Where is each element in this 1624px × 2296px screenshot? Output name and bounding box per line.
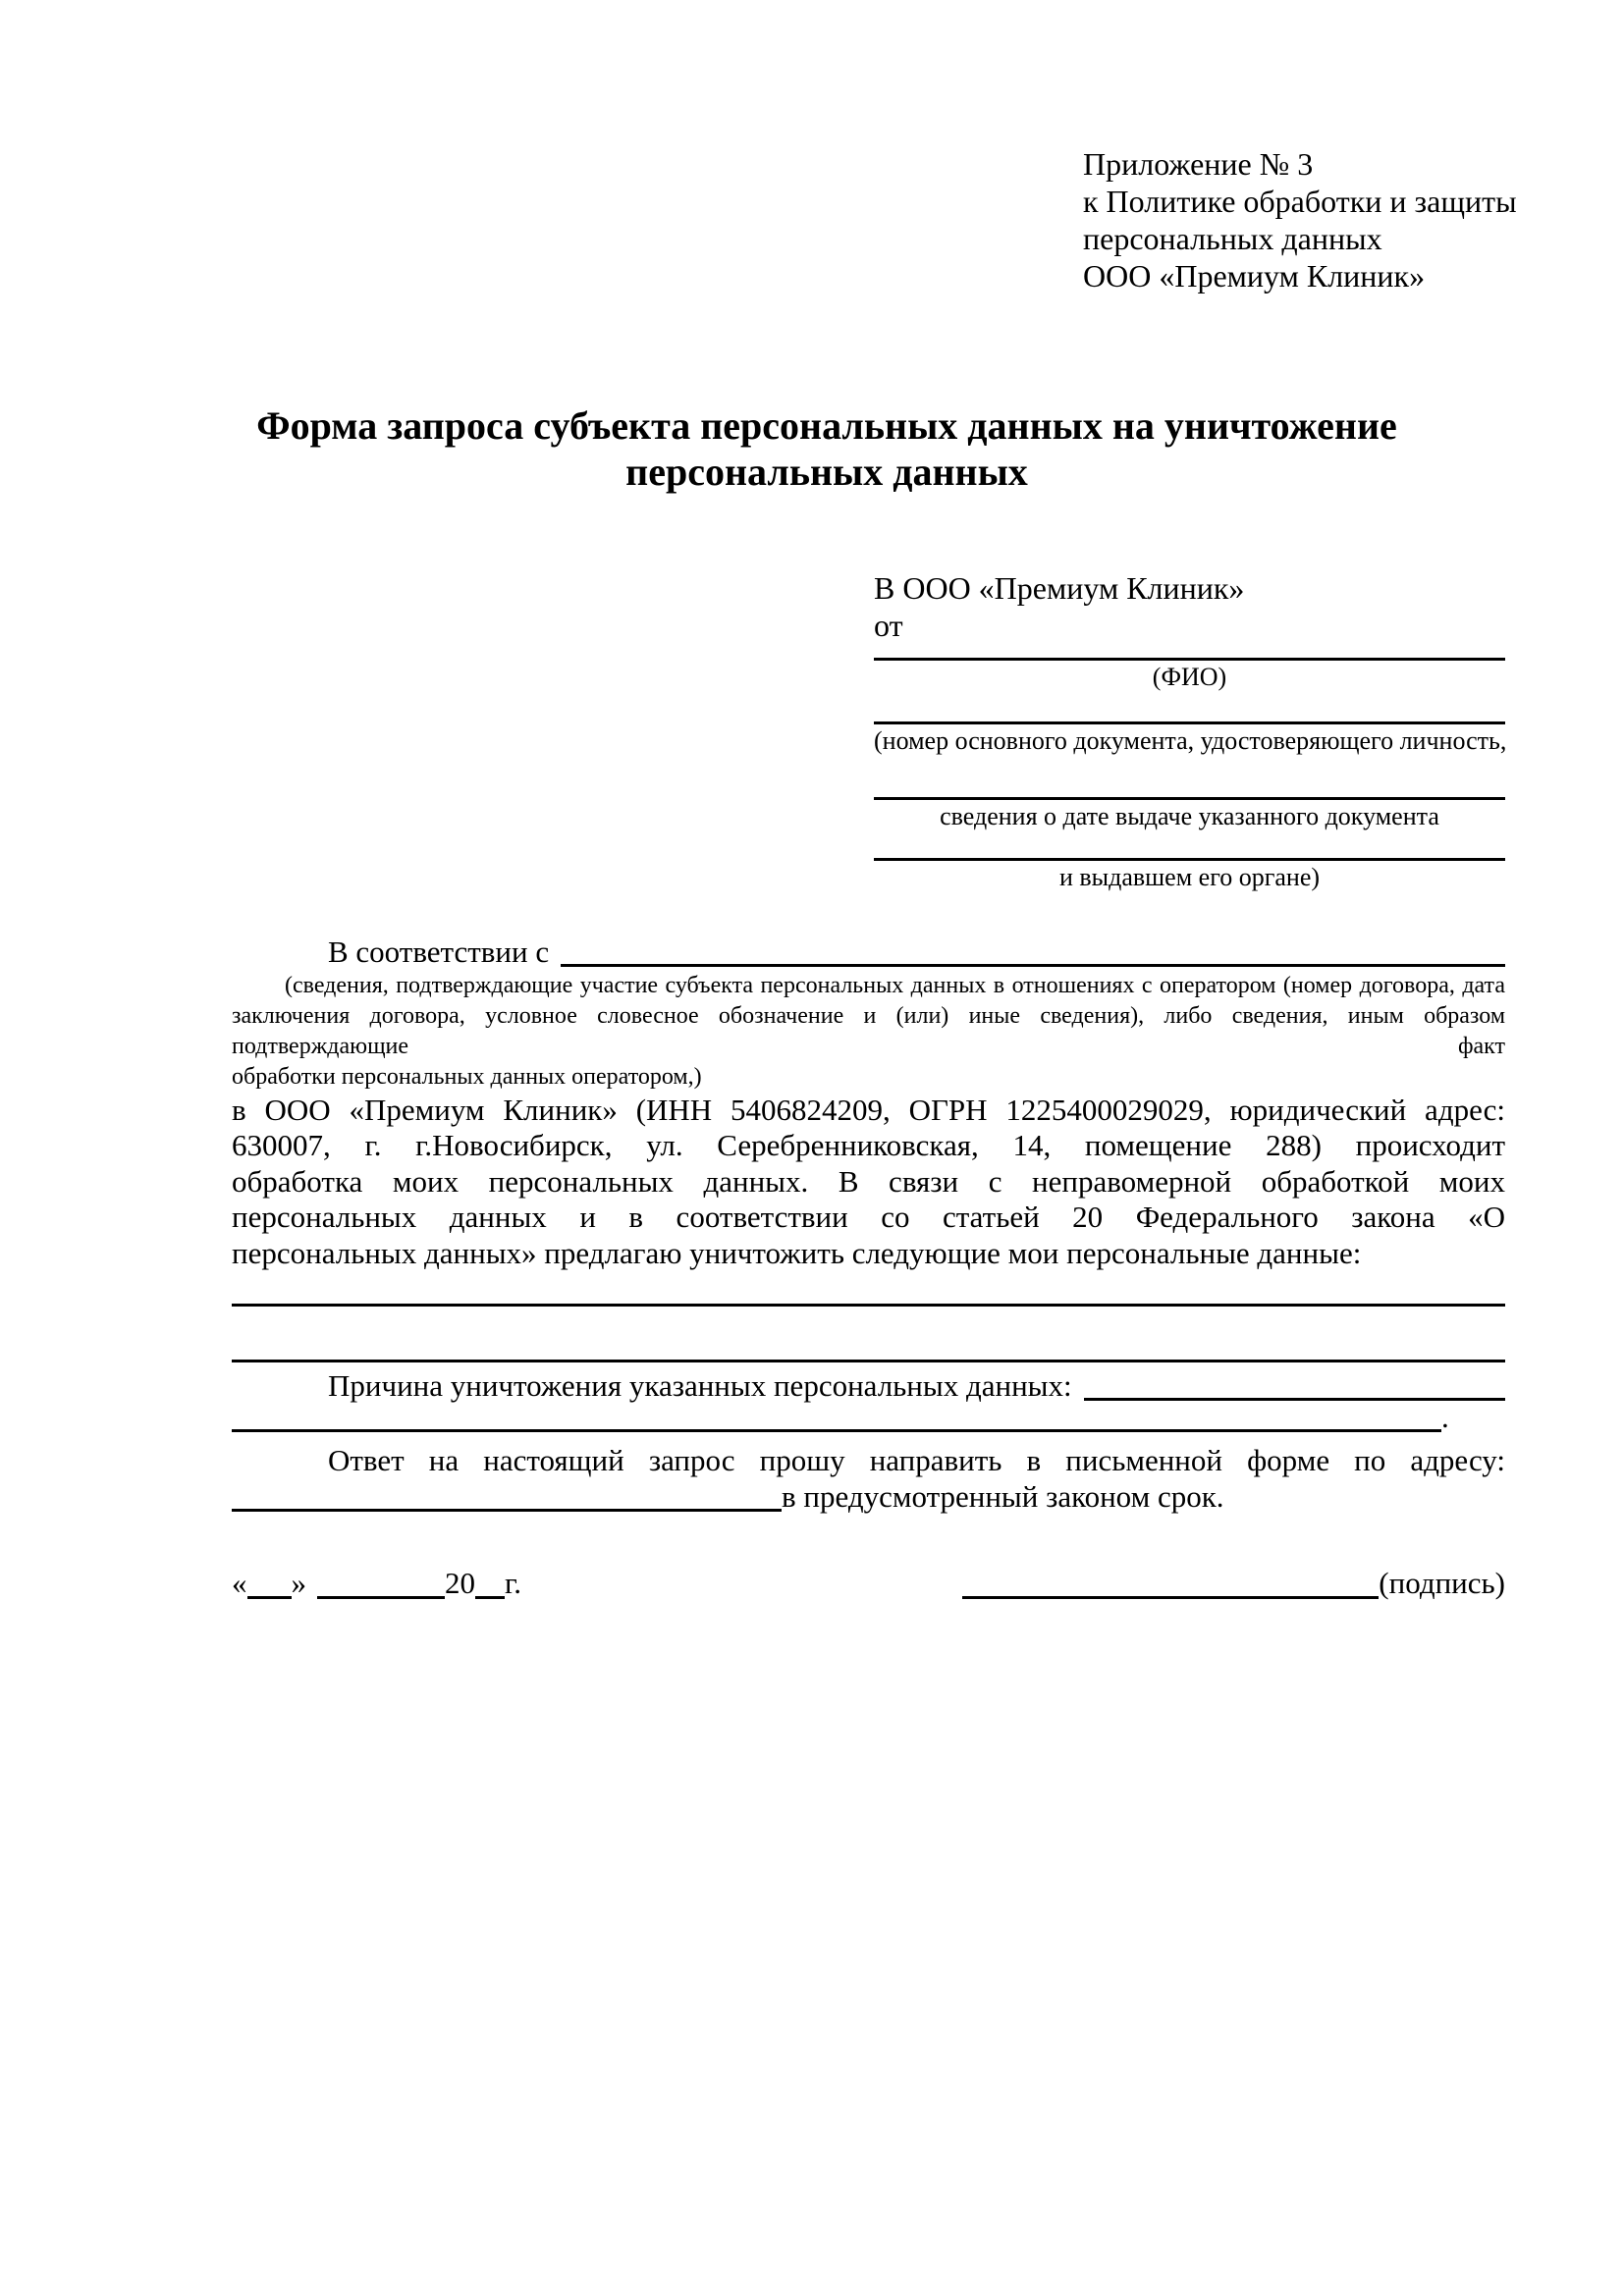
accordance-row [232,934,1505,971]
recipient-line: В ООО «Премиум Клиник» [874,570,1245,606]
accordance-field-line [561,964,1505,967]
paragraph-line: обработка моих персональных данных. В связи с неправомерной обработкой моих [232,1163,1505,1199]
date-close-quote: » [291,1566,306,1600]
issue-date-field-line [874,797,1505,800]
reason-field-line [1084,1398,1505,1401]
date-open-quote: « [232,1566,247,1600]
paragraph-line: в ООО «Премиум Клиник» (ИНН 5406824209, ОГРН 1225400029029, юридический адрес: [232,1092,1505,1127]
issue-date-caption: сведения о дате выдаче указанного документа [940,802,1439,830]
signature-caption: (подпись) [1379,1566,1505,1600]
accordance-caption-line: (сведения, подтверждающие участие субъекта персональных данных в отношениях с оператором (номер договора, дата [285,972,1505,998]
response-tail: в предусмотренный законом срок. [782,1478,1224,1514]
trailing-period: . [1441,1399,1449,1434]
signature-block [962,1566,1505,1602]
page-title-line: персональных данных [625,450,1028,494]
main-paragraph [232,1093,1505,1272]
reason-label: Причина уничтожения указанных персональных данных: [328,1368,1072,1403]
from-label: от [874,608,903,643]
personal-data-field-line-1 [232,1304,1505,1307]
page-title [232,402,1422,495]
appendix-line: к Политике обработки и защиты [1083,184,1517,219]
addressee-block [874,569,1505,892]
date-year-suffix: г. [505,1566,521,1600]
reason-row [232,1368,1505,1405]
paragraph-line: персональных данных» предлагаю уничтожить следующие мои персональные данные: [232,1235,1362,1270]
fio-field-line [874,658,1505,661]
date-month-field [317,1596,445,1599]
date-year-field [475,1596,505,1599]
response-line: Ответ на настоящий запрос прошу направить в письменной форме по адресу: [328,1443,1505,1477]
accordance-caption-line: заключения договора, условное словесное обозначение и (или) иные сведения), либо сведения, иным образом подтверждающие факт [232,1002,1505,1059]
page-title-line: Форма запроса субъекта персональных данных на уничтожение [256,403,1397,448]
signature-field-line [962,1596,1379,1599]
appendix-line: Приложение № 3 [1083,146,1314,182]
issuing-authority-caption: и выдавшем его органе) [1058,863,1321,891]
personal-data-field-line-2 [232,1360,1505,1362]
reason-field-line-2 [232,1429,1441,1432]
address-field-line [232,1509,782,1512]
paragraph-line: персональных данных и в соответствии со статьей 20 Федерального закона «О [232,1200,1505,1234]
date-day-field [247,1596,292,1599]
body-block [232,934,1505,1602]
date-year-prefix: 20 [445,1566,475,1600]
date-signature-row [232,1566,1505,1602]
appendix-line: персональных данных [1083,221,1382,256]
issuing-authority-field-line [874,858,1505,861]
appendix-line: ООО «Премиум Клиник» [1083,258,1426,294]
document-number-caption: (номер основного документа, удостоверяющего личность, [874,726,1507,755]
paragraph-line: 630007, г. г.Новосибирск, ул. Серебренниковская, 14, помещение 288) происходит [232,1128,1505,1162]
accordance-caption-line: обработки персональных данных оператором,) [232,1063,702,1090]
appendix-block [1083,145,1517,294]
accordance-label: В соответствии с [328,934,550,969]
reason-field-row-2 [232,1400,1505,1436]
fio-caption: (ФИО) [1152,663,1227,691]
address-row [232,1479,1505,1516]
accordance-caption [232,971,1505,1093]
date-block [232,1566,521,1602]
document-number-field-line [874,721,1505,724]
